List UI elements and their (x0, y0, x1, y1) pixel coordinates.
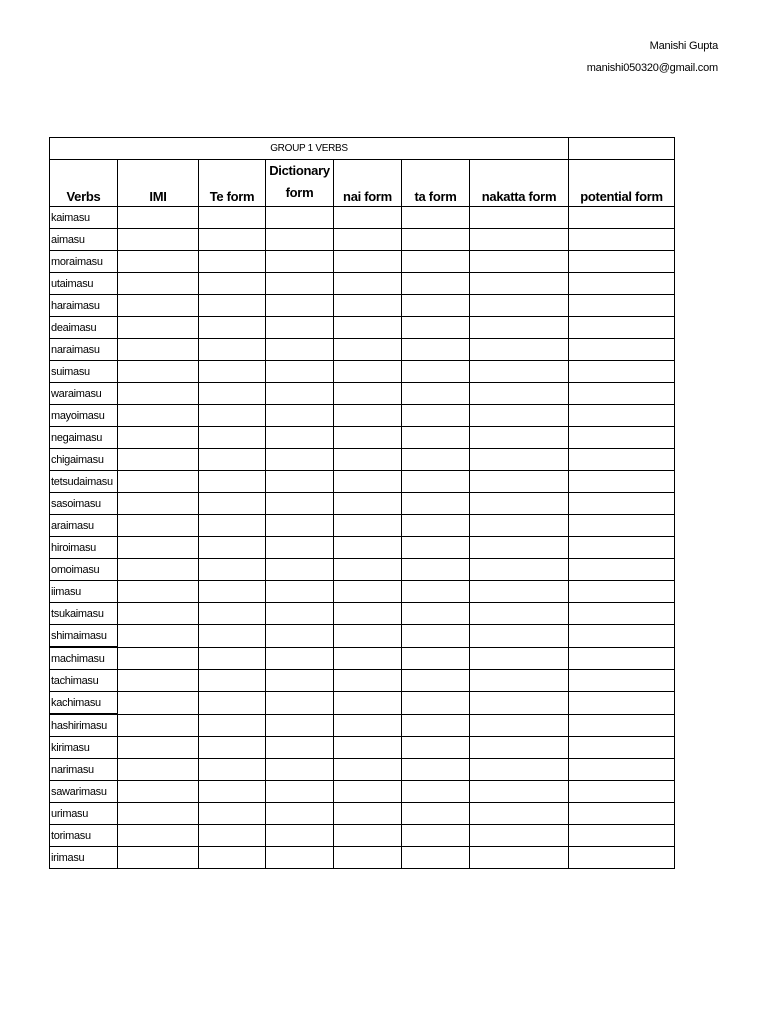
empty-cell (569, 273, 675, 295)
empty-cell (470, 559, 569, 581)
empty-cell (470, 317, 569, 339)
empty-cell (118, 273, 199, 295)
verb-cell: urimasu (50, 803, 118, 825)
empty-cell (266, 625, 334, 648)
empty-cell (470, 361, 569, 383)
verb-cell: hashirimasu (50, 714, 118, 737)
table-row (50, 251, 675, 273)
empty-cell (334, 317, 402, 339)
empty-cell (470, 737, 569, 759)
empty-cell (402, 229, 470, 251)
empty-cell (470, 405, 569, 427)
verb-cell: tetsudaimasu (50, 471, 118, 493)
empty-cell (334, 427, 402, 449)
empty-cell (470, 581, 569, 603)
empty-cell (569, 471, 675, 493)
empty-cell (402, 825, 470, 847)
empty-cell (334, 339, 402, 361)
empty-cell (569, 383, 675, 405)
empty-cell (470, 759, 569, 781)
verb-cell: araimasu (50, 515, 118, 537)
empty-cell (266, 737, 334, 759)
empty-cell (118, 515, 199, 537)
verb-cell: iimasu (50, 581, 118, 603)
empty-cell (402, 273, 470, 295)
table-row (50, 647, 675, 670)
empty-cell (569, 825, 675, 847)
empty-cell (402, 537, 470, 559)
empty-cell (402, 471, 470, 493)
empty-cell (266, 670, 334, 692)
empty-cell (470, 537, 569, 559)
table-row (50, 405, 675, 427)
empty-cell (118, 847, 199, 869)
empty-cell (118, 449, 199, 471)
empty-cell (334, 273, 402, 295)
empty-cell (199, 339, 266, 361)
empty-cell (118, 559, 199, 581)
empty-cell (334, 229, 402, 251)
empty-cell (569, 781, 675, 803)
empty-cell (118, 251, 199, 273)
empty-cell (118, 339, 199, 361)
table-row (50, 692, 675, 715)
column-header-potential-form: potential form (569, 160, 675, 207)
empty-cell (118, 207, 199, 229)
table-row (50, 361, 675, 383)
empty-cell (118, 537, 199, 559)
verb-cell: negaimasu (50, 427, 118, 449)
empty-cell (402, 603, 470, 625)
empty-cell (569, 405, 675, 427)
empty-cell (199, 251, 266, 273)
empty-cell (199, 581, 266, 603)
empty-cell (470, 251, 569, 273)
empty-cell (118, 737, 199, 759)
table-row (50, 515, 675, 537)
empty-cell (470, 207, 569, 229)
empty-cell (266, 759, 334, 781)
empty-cell (402, 493, 470, 515)
empty-cell (402, 251, 470, 273)
empty-cell (199, 317, 266, 339)
table-row (50, 803, 675, 825)
empty-cell (402, 559, 470, 581)
empty-cell (569, 803, 675, 825)
table-row (50, 427, 675, 449)
empty-cell (118, 759, 199, 781)
empty-cell (334, 405, 402, 427)
empty-cell (266, 295, 334, 317)
empty-cell (334, 493, 402, 515)
verb-table (49, 137, 675, 869)
table-row (50, 603, 675, 625)
empty-cell (118, 405, 199, 427)
table-row (50, 825, 675, 847)
column-header-te-form: Te form (199, 160, 266, 207)
empty-cell (266, 339, 334, 361)
empty-cell (569, 670, 675, 692)
empty-cell (334, 825, 402, 847)
empty-cell (470, 625, 569, 648)
verb-cell: aimasu (50, 229, 118, 251)
empty-cell (266, 207, 334, 229)
empty-cell (199, 449, 266, 471)
table-row (50, 737, 675, 759)
verb-cell: moraimasu (50, 251, 118, 273)
empty-cell (402, 383, 470, 405)
empty-cell (199, 737, 266, 759)
empty-cell (334, 647, 402, 670)
empty-cell (569, 647, 675, 670)
verb-cell: utaimasu (50, 273, 118, 295)
verb-cell: kaimasu (50, 207, 118, 229)
empty-cell (199, 295, 266, 317)
empty-cell (266, 317, 334, 339)
table-row (50, 559, 675, 581)
empty-cell (199, 847, 266, 869)
empty-cell (470, 603, 569, 625)
empty-cell (199, 670, 266, 692)
empty-cell (334, 449, 402, 471)
empty-cell (470, 449, 569, 471)
empty-cell (118, 781, 199, 803)
empty-cell (569, 692, 675, 715)
empty-cell (118, 229, 199, 251)
verb-cell: kirimasu (50, 737, 118, 759)
column-header-imi: IMI (118, 160, 199, 207)
empty-cell (266, 825, 334, 847)
empty-cell (118, 670, 199, 692)
empty-cell (402, 339, 470, 361)
empty-cell (118, 692, 199, 715)
empty-cell (266, 361, 334, 383)
empty-cell (266, 273, 334, 295)
empty-cell (199, 603, 266, 625)
table-row (50, 207, 675, 229)
empty-cell (334, 383, 402, 405)
verb-cell: narimasu (50, 759, 118, 781)
empty-cell (199, 471, 266, 493)
empty-cell (569, 559, 675, 581)
table-row (50, 625, 675, 648)
empty-cell (334, 781, 402, 803)
empty-cell (199, 405, 266, 427)
empty-cell (334, 603, 402, 625)
empty-cell (334, 847, 402, 869)
table-row (50, 471, 675, 493)
empty-cell (266, 493, 334, 515)
empty-cell (334, 251, 402, 273)
empty-cell (199, 207, 266, 229)
empty-cell (118, 427, 199, 449)
empty-cell (402, 405, 470, 427)
empty-cell (402, 361, 470, 383)
empty-cell (266, 471, 334, 493)
empty-cell (402, 692, 470, 715)
empty-cell (199, 361, 266, 383)
empty-cell (334, 625, 402, 648)
table-row (50, 759, 675, 781)
table-row (50, 537, 675, 559)
empty-cell (266, 427, 334, 449)
empty-cell (569, 207, 675, 229)
empty-cell (402, 449, 470, 471)
table-row (50, 670, 675, 692)
table-row (50, 295, 675, 317)
empty-cell (266, 603, 334, 625)
empty-cell (569, 449, 675, 471)
verb-cell: irimasu (50, 847, 118, 869)
empty-cell (266, 692, 334, 715)
table-title: GROUP 1 VERBS (50, 138, 569, 160)
empty-cell (266, 449, 334, 471)
verb-cell: suimasu (50, 361, 118, 383)
empty-cell (402, 295, 470, 317)
table-row (50, 273, 675, 295)
empty-cell (402, 317, 470, 339)
empty-cell (266, 647, 334, 670)
empty-cell (569, 625, 675, 648)
empty-cell (402, 737, 470, 759)
empty-cell (334, 295, 402, 317)
empty-cell (402, 759, 470, 781)
verb-cell: machimasu (50, 647, 118, 670)
empty-cell (470, 493, 569, 515)
verb-cell: tachimasu (50, 670, 118, 692)
empty-cell (402, 714, 470, 737)
empty-cell (118, 714, 199, 737)
empty-cell (470, 383, 569, 405)
empty-cell (569, 737, 675, 759)
verb-cell: torimasu (50, 825, 118, 847)
column-header-nai-form: nai form (334, 160, 402, 207)
empty-cell (266, 847, 334, 869)
empty-cell (402, 847, 470, 869)
empty-cell (402, 207, 470, 229)
verb-cell: omoimasu (50, 559, 118, 581)
empty-cell (266, 803, 334, 825)
empty-cell (569, 229, 675, 251)
empty-cell (118, 625, 199, 648)
empty-cell (569, 537, 675, 559)
empty-cell (118, 825, 199, 847)
empty-cell (118, 603, 199, 625)
empty-cell (470, 515, 569, 537)
empty-cell (118, 493, 199, 515)
verb-cell: naraimasu (50, 339, 118, 361)
column-header-nakatta-form: nakatta form (470, 160, 569, 207)
column-header-verbs: Verbs (50, 160, 118, 207)
table-row (50, 317, 675, 339)
table-row (50, 449, 675, 471)
empty-cell (334, 581, 402, 603)
empty-cell (199, 625, 266, 648)
empty-cell (334, 515, 402, 537)
empty-cell (266, 714, 334, 737)
empty-cell (199, 427, 266, 449)
table-row (50, 493, 675, 515)
empty-cell (118, 317, 199, 339)
empty-cell (199, 493, 266, 515)
empty-cell (402, 781, 470, 803)
table-row (50, 229, 675, 251)
empty-cell (334, 559, 402, 581)
empty-cell (199, 714, 266, 737)
empty-cell (266, 251, 334, 273)
empty-cell (569, 581, 675, 603)
empty-cell (334, 537, 402, 559)
empty-cell (199, 781, 266, 803)
author-name: Manishi Gupta (649, 40, 718, 52)
empty-cell (199, 559, 266, 581)
table-row (50, 714, 675, 737)
empty-cell (334, 692, 402, 715)
empty-cell (470, 339, 569, 361)
empty-cell (266, 537, 334, 559)
empty-cell (470, 825, 569, 847)
empty-cell (470, 803, 569, 825)
empty-cell (470, 273, 569, 295)
empty-cell (569, 361, 675, 383)
empty-cell (569, 603, 675, 625)
empty-cell (266, 229, 334, 251)
empty-cell (470, 781, 569, 803)
verb-cell: chigaimasu (50, 449, 118, 471)
empty-cell (334, 471, 402, 493)
empty-cell (334, 714, 402, 737)
empty-cell (118, 647, 199, 670)
empty-cell (118, 471, 199, 493)
title-empty-cell (569, 138, 675, 160)
empty-cell (402, 670, 470, 692)
verb-cell: deaimasu (50, 317, 118, 339)
empty-cell (118, 581, 199, 603)
empty-cell (470, 471, 569, 493)
empty-cell (334, 803, 402, 825)
empty-cell (118, 295, 199, 317)
empty-cell (569, 339, 675, 361)
empty-cell (334, 670, 402, 692)
empty-cell (402, 515, 470, 537)
empty-cell (470, 229, 569, 251)
table-row (50, 847, 675, 869)
empty-cell (470, 714, 569, 737)
author-email: manishi050320@gmail.com (586, 62, 718, 74)
empty-cell (470, 847, 569, 869)
empty-cell (266, 383, 334, 405)
empty-cell (470, 692, 569, 715)
empty-cell (266, 781, 334, 803)
verb-cell: tsukaimasu (50, 603, 118, 625)
empty-cell (199, 229, 266, 251)
empty-cell (569, 515, 675, 537)
empty-cell (199, 803, 266, 825)
verb-cell: sasoimasu (50, 493, 118, 515)
empty-cell (266, 559, 334, 581)
empty-cell (569, 251, 675, 273)
empty-cell (470, 670, 569, 692)
empty-cell (199, 383, 266, 405)
empty-cell (266, 581, 334, 603)
empty-cell (118, 383, 199, 405)
empty-cell (569, 295, 675, 317)
empty-cell (334, 207, 402, 229)
empty-cell (569, 759, 675, 781)
empty-cell (199, 515, 266, 537)
empty-cell (199, 692, 266, 715)
empty-cell (402, 803, 470, 825)
empty-cell (569, 427, 675, 449)
table-row (50, 383, 675, 405)
verb-cell: hiroimasu (50, 537, 118, 559)
empty-cell (569, 714, 675, 737)
table-row (50, 339, 675, 361)
empty-cell (569, 493, 675, 515)
column-header-ta-form: ta form (402, 160, 470, 207)
empty-cell (402, 581, 470, 603)
empty-cell (402, 427, 470, 449)
empty-cell (334, 361, 402, 383)
verb-cell: haraimasu (50, 295, 118, 317)
empty-cell (569, 317, 675, 339)
verb-cell: shimaimasu (50, 625, 118, 648)
empty-cell (266, 405, 334, 427)
empty-cell (470, 427, 569, 449)
empty-cell (334, 759, 402, 781)
verb-cell: sawarimasu (50, 781, 118, 803)
table-row (50, 581, 675, 603)
empty-cell (199, 273, 266, 295)
empty-cell (199, 647, 266, 670)
empty-cell (470, 295, 569, 317)
verb-cell: waraimasu (50, 383, 118, 405)
table-row (50, 781, 675, 803)
column-header-dictionary-form: Dictionary form (266, 160, 334, 207)
empty-cell (402, 647, 470, 670)
empty-cell (266, 515, 334, 537)
empty-cell (402, 625, 470, 648)
empty-cell (470, 647, 569, 670)
empty-cell (118, 361, 199, 383)
empty-cell (199, 537, 266, 559)
verb-cell: mayoimasu (50, 405, 118, 427)
verb-cell: kachimasu (50, 692, 118, 715)
empty-cell (569, 847, 675, 869)
empty-cell (199, 825, 266, 847)
empty-cell (334, 737, 402, 759)
empty-cell (118, 803, 199, 825)
empty-cell (199, 759, 266, 781)
